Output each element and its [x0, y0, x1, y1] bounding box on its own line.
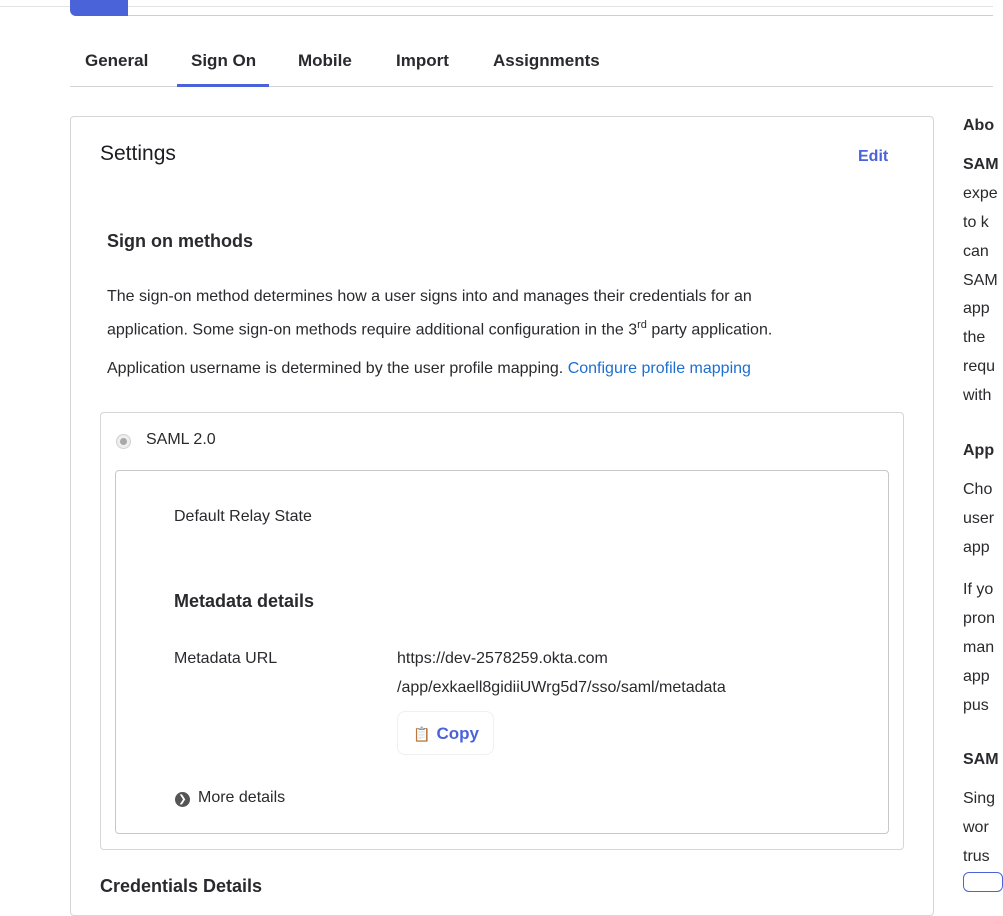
settings-title: Settings [100, 142, 176, 165]
sidebar-text-line: app [963, 668, 990, 685]
header-divider [128, 15, 993, 16]
metadata-details-title: Metadata details [174, 591, 315, 611]
sidebar-text-line: pus [963, 697, 989, 714]
sidebar-text-line: with [963, 387, 992, 404]
sidebar-text-line: app [963, 539, 990, 556]
sidebar-text-line: trus [963, 848, 990, 865]
sidebar-text-line: requ [963, 358, 996, 375]
description-line2: application. Some sign-on methods require additional configuration in the 3 [107, 321, 638, 339]
metadata-url-label: Metadata URL [174, 650, 278, 667]
header-accent [70, 0, 128, 16]
saml-radio[interactable] [116, 434, 131, 449]
credentials-details-title: Credentials Details [100, 876, 263, 896]
tab-sign-on[interactable]: Sign On [191, 51, 257, 70]
username-info [107, 354, 751, 383]
username-text: Application username is determined by the user profile mapping. [107, 360, 564, 377]
sidebar-button[interactable] [963, 872, 1003, 892]
metadata-url-line2: /app/exkaell8gidiiUWrg5d7/sso/saml/metadata [397, 679, 726, 696]
sidebar-text-line: Sing [963, 790, 996, 807]
description-line2-end: party application. [646, 321, 773, 339]
top-divider [0, 6, 993, 7]
clipboard-icon: 📋 [413, 726, 431, 742]
sidebar-text-line: man [963, 639, 995, 656]
chevron-right-icon[interactable]: ❯ [175, 792, 190, 807]
sidebar-text-line: App [963, 442, 995, 459]
more-details-toggle[interactable]: More details [198, 789, 286, 806]
tab-mobile[interactable]: Mobile [298, 51, 352, 70]
sidebar-text-line: SAM [963, 751, 999, 768]
default-relay-state-label: Default Relay State [174, 508, 312, 525]
metadata-url-line1: https://dev-2578259.okta.com [397, 650, 608, 667]
copy-button[interactable] [397, 711, 494, 755]
edit-button[interactable]: Edit [858, 148, 889, 165]
sidebar-text-line: app [963, 300, 990, 317]
sidebar-text-line: user [963, 510, 995, 527]
sidebar-text-line: can [963, 243, 989, 260]
description-line1: The sign-on method determines how a user signs into and manages their credentials for an [107, 288, 752, 305]
tab-general[interactable]: General [85, 51, 149, 70]
sign-on-methods-title: Sign on methods [107, 231, 253, 251]
sidebar-text-line: to k [963, 214, 989, 231]
sidebar-text-line: wor [963, 819, 989, 836]
configure-profile-mapping-link[interactable]: Configure profile mapping [567, 360, 751, 377]
sidebar-text-line: pron [963, 610, 996, 627]
copy-label: Copy [436, 724, 479, 743]
description [107, 282, 772, 344]
sidebar-text-line: SAM [963, 272, 998, 289]
sidebar-text-line: If yo [963, 581, 994, 598]
superscript: rd [637, 319, 647, 331]
sidebar-text-line: expe [963, 185, 998, 202]
active-tab-indicator [177, 84, 269, 87]
sidebar-text-line: Abo [963, 117, 995, 134]
tab-import[interactable]: Import [396, 51, 449, 70]
sidebar-text-line: SAM [963, 156, 999, 173]
saml-label: SAML 2.0 [146, 431, 216, 448]
sidebar-text-line: the [963, 329, 986, 346]
sidebar-text-line: Cho [963, 481, 993, 498]
tab-assignments[interactable]: Assignments [493, 51, 600, 70]
